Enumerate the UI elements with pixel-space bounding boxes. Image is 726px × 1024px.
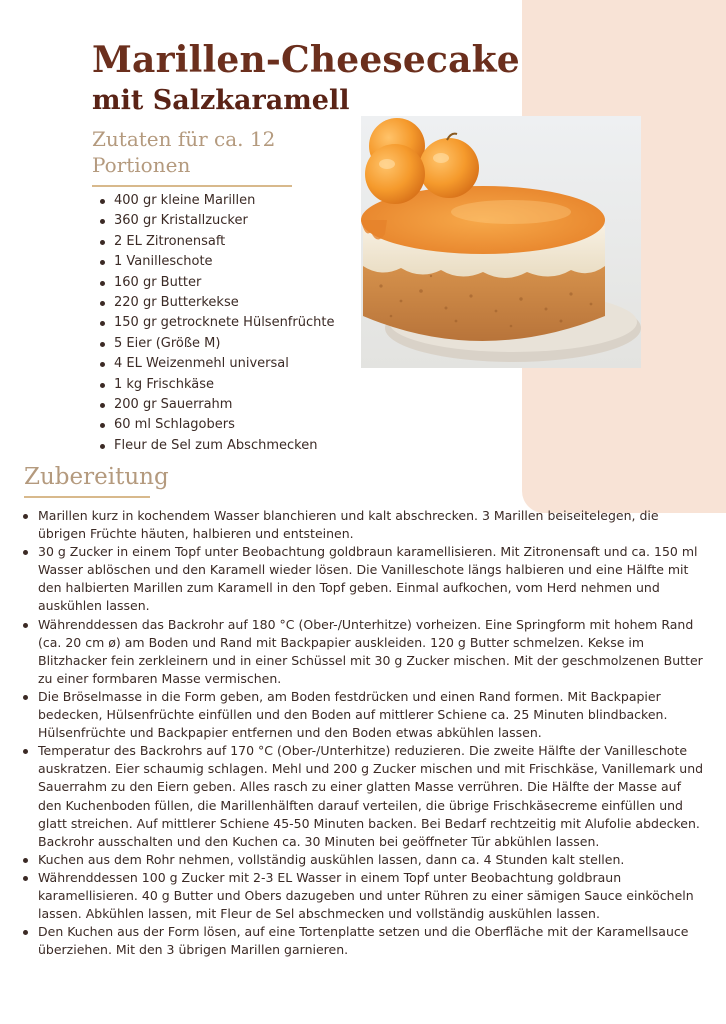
- step-item: Kuchen aus dem Rohr nehmen, vollständig auskühlen lassen, dann ca. 4 Stunden kalt stellen.: [22, 851, 708, 869]
- ingredients-heading: Zutaten für ca. 12 Portionen: [92, 127, 276, 177]
- preparation-steps: [22, 507, 708, 959]
- preparation-heading: Zubereitung: [24, 464, 169, 490]
- ingredient-item: 150 gr getrocknete Hülsenfrüchte: [98, 313, 334, 333]
- step-item: 30 g Zucker in einem Topf unter Beobachtung goldbraun karamellisieren. Mit Zitronensaft und ca. 150 ml Wasser ablöschen und den Karamell wieder lösen. Die Vanilleschote längs halbieren und eine Hälfte mit den halbierten Marillen zum Karamell in den Topf geben. Einmal aufkochen, vom Herd nehmen und auskühlen lassen.: [22, 543, 708, 615]
- ingredient-item: 200 gr Sauerrahm: [98, 395, 334, 415]
- step-item: Währenddessen 100 g Zucker mit 2-3 EL Wasser in einem Topf unter Beobachtung goldbraun karamellisieren. 40 g Butter und Obers dazugeben und unter Rühren zu einer sämigen Sauce einköcheln lassen. Abkühlen lassen, mit Fleur de Sel abschmecken und vollständig auskühlen lassen.: [22, 869, 708, 923]
- recipe-subtitle: mit Salzkaramell: [92, 85, 350, 116]
- ingredient-item: 400 gr kleine Marillen: [98, 191, 334, 211]
- ingredient-item: 220 gr Butterkekse: [98, 293, 334, 313]
- preparation-divider: [24, 496, 150, 498]
- ingredient-item: 4 EL Weizenmehl universal: [98, 354, 334, 374]
- ingredient-item: Fleur de Sel zum Abschmecken: [98, 436, 334, 456]
- ingredient-item: 1 Vanilleschote: [98, 252, 334, 272]
- step-item: Die Bröselmasse in die Form geben, am Boden festdrücken und einen Rand formen. Mit Backpapier bedecken, Hülsenfrüchte einfüllen und den Boden auf mittlerer Schiene ca. 25 Minuten blindbacken. Hülsenfrüchte und Backpapier entfernen und den Boden etwas abkühlen lassen.: [22, 688, 708, 742]
- step-item: Temperatur des Backrohrs auf 170 °C (Ober-/Unterhitze) reduzieren. Die zweite Hälfte der Vanilleschote auskratzen. Eier schaumig schlagen. Mehl und 200 g Zucker mischen und mit Frischkäse, Vanillemark und Sauerrahm zu den Eiern geben. Alles rasch zu einer glatten Masse verrühren. Die Hälfte der Masse auf den Kuchenboden füllen, die Marillenhälften darauf verteilen, die übrige Frischkäsecreme einfüllen und glatt streichen. Auf mittlerer Schiene 45-50 Minuten backen. Bei Bedarf rechtzeitig mit Alufolie abdecken. Backrohr ausschalten und den Kuchen ca. 30 Minuten bei geöffneter Tür abkühlen lassen.: [22, 742, 708, 851]
- ingredient-item: 1 kg Frischkäse: [98, 375, 334, 395]
- step-item: Marillen kurz in kochendem Wasser blanchieren und kalt abschrecken. 3 Marillen beiseitelegen, die übrigen Früchte häuten, halbieren und entsteinen.: [22, 507, 708, 543]
- ingredients-list: [98, 191, 334, 456]
- step-item: Den Kuchen aus der Form lösen, auf eine Tortenplatte setzen und die Oberfläche mit der Karamellsauce überziehen. Mit den 3 übrigen Marillen garnieren.: [22, 923, 708, 959]
- ingredient-item: 5 Eier (Größe M): [98, 334, 334, 354]
- ingredient-item: 2 EL Zitronensaft: [98, 232, 334, 252]
- cheesecake-photo: [361, 116, 641, 368]
- ingredient-item: 160 gr Butter: [98, 273, 334, 293]
- step-item: Währenddessen das Backrohr auf 180 °C (Ober-/Unterhitze) vorheizen. Eine Springform mit hohem Rand (ca. 20 cm ø) am Boden und Rand mit Backpapier auskleiden. 120 g Butter schmelzen. Kekse im Blitzhacker fein zerkleinern und in einer Schüssel mit 30 g Zucker mischen. Mit der geschmolzenen Butter zu einer formbaren Masse vermischen.: [22, 616, 708, 688]
- ingredient-item: 360 gr Kristallzucker: [98, 211, 334, 231]
- ingredient-item: 60 ml Schlagobers: [98, 415, 334, 435]
- recipe-title: Marillen-Cheesecake: [92, 39, 520, 81]
- ingredients-divider: [92, 185, 292, 187]
